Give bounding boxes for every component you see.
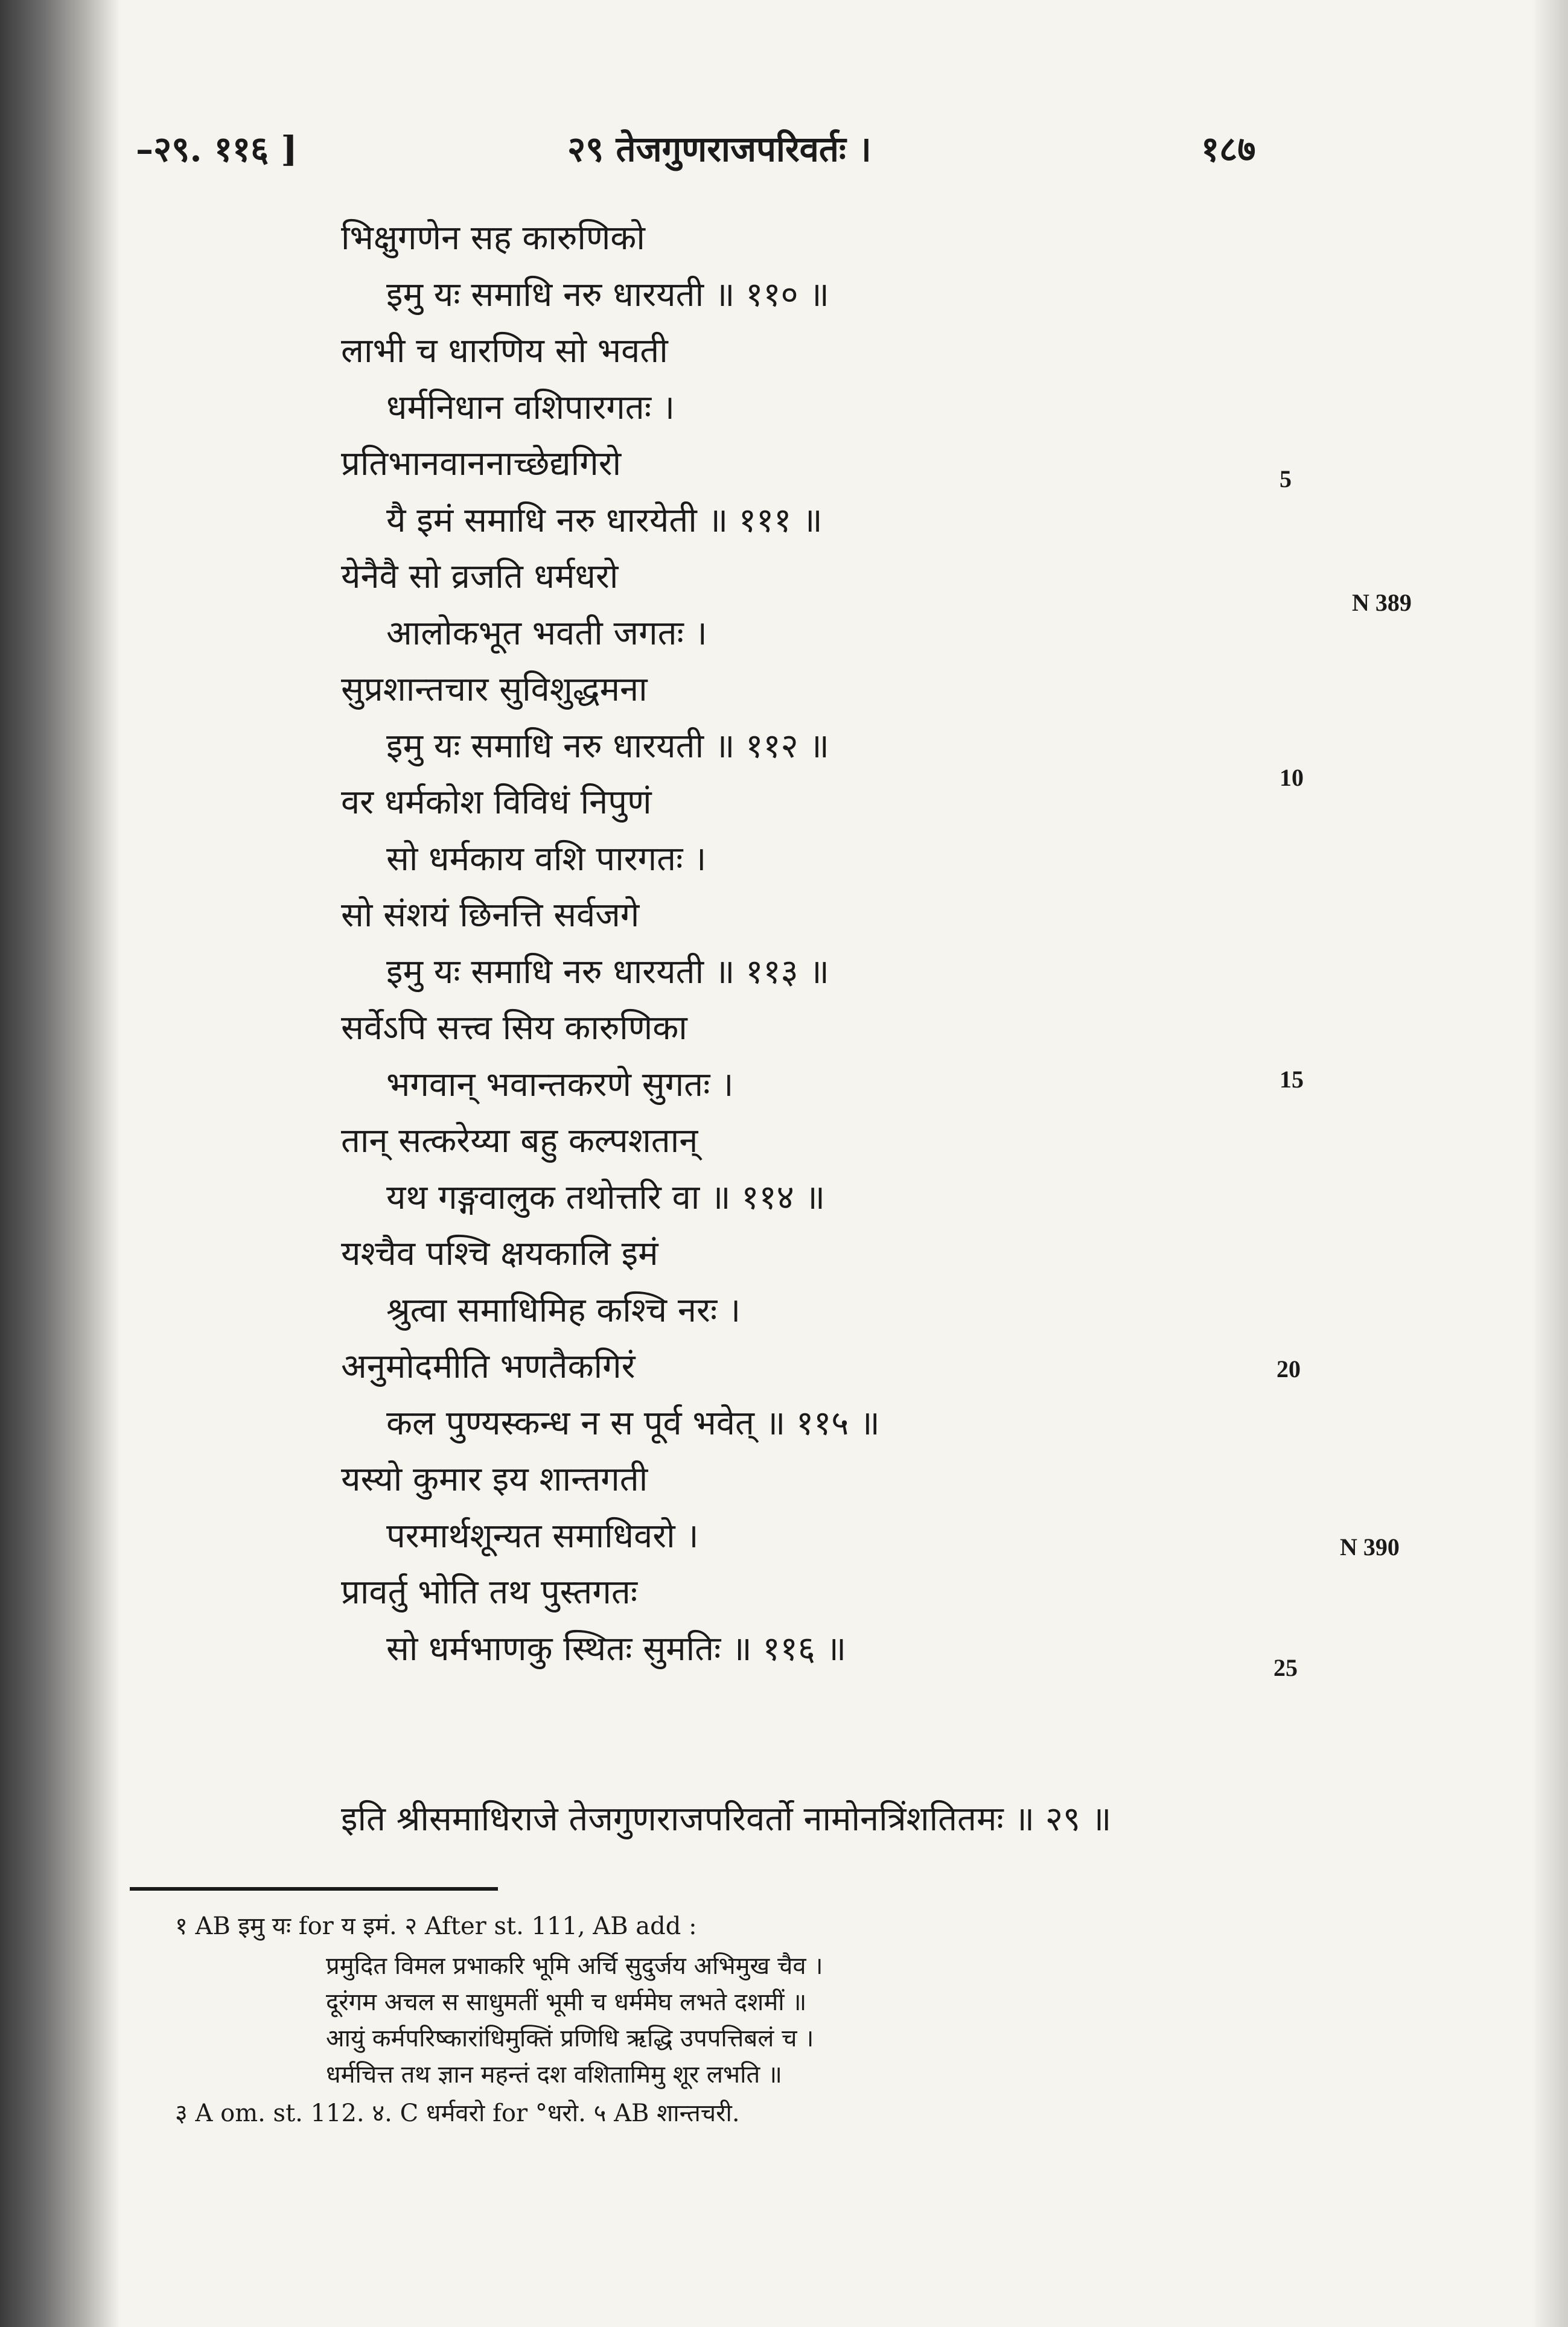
footnote-added-verse-line: धर्मचित्त तथ ज्ञान महन्तं दश वशितामिमु शूर लभति ॥ — [326, 2061, 782, 2089]
folio-reference-n390: N 390 — [1340, 1533, 1400, 1561]
verse-line: श्रुत्वा समाधिमिह कश्चि नरः । — [386, 1291, 741, 1330]
verse-line: यथ गङ्गवालुक तथोत्तरि वा ॥ ११४ ॥ — [386, 1178, 826, 1217]
line-number-10: 10 — [1280, 764, 1304, 791]
verse-line: इमु यः समाधि नरु धारयती ॥ ११३ ॥ — [386, 952, 829, 992]
verse-line: भिक्षुगणेन सह कारुणिको — [341, 218, 645, 258]
line-number-20: 20 — [1276, 1355, 1301, 1383]
colophon: इति श्रीसमाधिराजे तेजगुणराजपरिवर्तो नामोनत्रिंशतितमः ॥ २९ ॥ — [341, 1800, 1112, 1839]
verse-line: तान् सत्करेय्या बहु कल्पशतान् — [341, 1121, 698, 1160]
header-verse-range: –२९. ११६ ] — [136, 129, 298, 170]
verse-line: आलोकभूत भवती जगतः । — [386, 614, 707, 653]
footnote-added-verse-line: दूरंगम अचल स साधुमतीं भूमी च धर्ममेघ लभते दशमीं ॥ — [326, 1988, 807, 2016]
footnote-rule — [130, 1887, 498, 1891]
footnote-1-2: १ AB इमु यः for य इमं. २ After st. 111, AB add : — [175, 1912, 697, 1940]
verse-line: यै इमं समाधि नरु धारयेती ॥ १११ ॥ — [386, 501, 823, 540]
verse-line: सो संशयं छिनत्ति सर्वजगे — [341, 896, 640, 935]
line-number-15: 15 — [1280, 1066, 1304, 1093]
page-number: १८७ — [1201, 129, 1256, 170]
verse-line: धर्मनिधान वशिपारगतः । — [386, 388, 675, 427]
line-number-5: 5 — [1280, 465, 1292, 492]
verse-line: सो धर्मभाणकु स्थितः सुमतिः ॥ ११६ ॥ — [386, 1629, 847, 1669]
verse-line: येनैवै सो व्रजति धर्मधरो — [341, 557, 619, 596]
line-number-25: 25 — [1273, 1654, 1298, 1681]
verse-line: यश्चैव पश्चि क्षयकालि इमं — [341, 1234, 658, 1273]
verse-line: सो धर्मकाय वशि पारगतः । — [386, 839, 707, 879]
verse-line: कल पुण्यस्कन्ध न स पूर्व भवेत् ॥ ११५ ॥ — [386, 1404, 880, 1443]
verse-line: इमु यः समाधि नरु धारयती ॥ ११० ॥ — [386, 275, 829, 314]
verse-line: यस्यो कुमार इय शान्तगती — [341, 1460, 648, 1499]
header-chapter-title: २९ तेजगुणराजपरिवर्तः । — [567, 129, 872, 170]
verse-line: इमु यः समाधि नरु धारयती ॥ ११२ ॥ — [386, 727, 829, 766]
footnote-added-verse-line: प्रमुदित विमल प्रभाकरि भूमि अर्चि सुदुर्जय अभिमुख चैव । — [326, 1952, 823, 1980]
verse-line: लाभी च धारणिय सो भवती — [341, 331, 668, 371]
footnote-added-verse-line: आयुं कर्मपरिष्कारांधिमुक्तिं प्रणिधि ऋद्धि उपपत्तिबलं च । — [326, 2025, 814, 2052]
verse-line: सुप्रशान्तचार सुविशुद्धमना — [341, 670, 648, 709]
verse-line: सर्वेऽपि सत्त्व सिय कारुणिका — [341, 1008, 687, 1048]
binding-shadow — [0, 0, 121, 2327]
verse-line: परमार्थशून्यत समाधिवरो । — [386, 1517, 699, 1556]
page-edge-shadow — [1532, 0, 1568, 2327]
footnote-3-4-5: ३ A om. st. 112. ४. C धर्मवरो for °धरो. ५ AB शान्तचरी. — [175, 2099, 740, 2127]
verse-line: प्रतिभानवाननाच्छेद्यगिरो — [341, 444, 622, 483]
verse-line: वर धर्मकोश विविधं निपुणं — [341, 783, 652, 822]
verse-line: प्रावर्तु भोति तथ पुस्तगतः — [341, 1573, 638, 1612]
verse-line: अनुमोदमीति भणतैकगिरं — [341, 1347, 636, 1386]
folio-reference-n389: N 389 — [1352, 589, 1412, 616]
verse-line: भगवान् भवान्तकरणे सुगतः । — [386, 1065, 734, 1104]
